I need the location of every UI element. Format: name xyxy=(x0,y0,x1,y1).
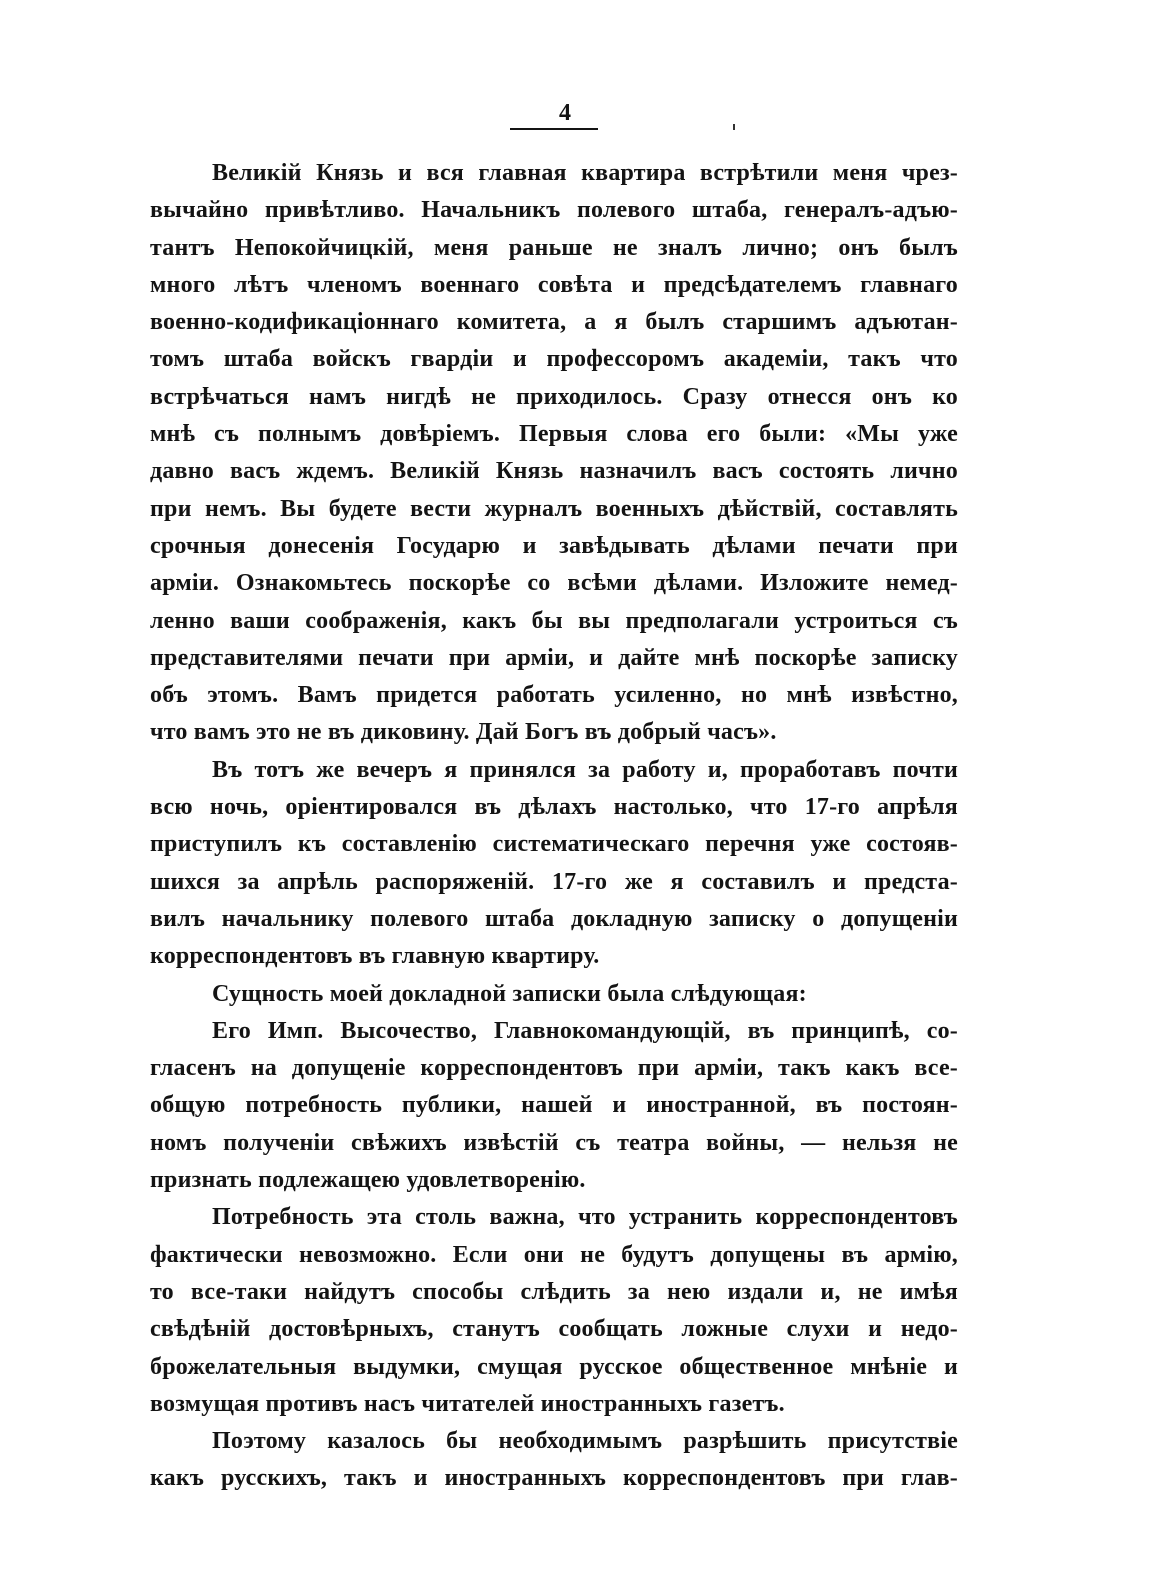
text-line: мнѣ съ полнымъ довѣріемъ. Первыя слова его были: «Мы уже xyxy=(150,421,958,448)
text-line: Въ тотъ же вечеръ я принялся за работу и, проработавъ почти xyxy=(212,756,958,783)
text-line: Потребность эта столь важна, что устранить корреспондентовъ xyxy=(212,1204,958,1231)
text-line: приступилъ къ составленію систематическаго перечня уже состояв- xyxy=(150,831,958,858)
page-number: 4 xyxy=(559,100,571,126)
body-text xyxy=(150,155,958,1498)
print-speck xyxy=(733,124,735,130)
text-line: представителями печати при арміи, и дайте мнѣ поскорѣе записку xyxy=(150,644,958,671)
text-line: Его Имп. Высочество, Главнокомандующій, въ принципѣ, со- xyxy=(212,1017,958,1044)
text-line: срочныя донесенія Государю и завѣдывать дѣлами печати при xyxy=(150,532,958,559)
text-line: всю ночь, оріентировался въ дѣлахъ настолько, что 17-го апрѣля xyxy=(150,794,958,821)
text-line: брожелательныя выдумки, смущая русское общественное мнѣніе и xyxy=(150,1353,958,1380)
text-line: то все-таки найдутъ способы слѣдить за нею издали и, не имѣя xyxy=(150,1278,958,1305)
text-line: вычайно привѣтливо. Начальникъ полевого штаба, генералъ-адъю- xyxy=(150,197,958,224)
text-line: Сущность моей докладной записки была слѣдующая: xyxy=(212,980,807,1007)
text-line: возмущая противъ насъ читателей иностранныхъ газетъ. xyxy=(150,1390,785,1417)
text-line: что вамъ это не въ диковину. Дай Богъ въ добрый часъ». xyxy=(150,719,777,746)
text-line: гласенъ на допущеніе корреспондентовъ при арміи, такъ какъ все- xyxy=(150,1055,958,1082)
text-line: Поэтому казалось бы необходимымъ разрѣшить присутствіе xyxy=(212,1428,958,1455)
text-line: томъ штаба войскъ гвардіи и профессоромъ академіи, такъ что xyxy=(150,346,958,373)
text-line: арміи. Ознакомьтесь поскорѣе со всѣми дѣлами. Изложите немед- xyxy=(150,570,958,597)
text-line: шихся за апрѣль распоряженій. 17-го же я составилъ и предста- xyxy=(150,868,958,895)
text-line: вилъ начальнику полевого штаба докладную записку о допущеніи xyxy=(150,905,958,932)
text-line: объ этомъ. Вамъ придется работать усиленно, но мнѣ извѣстно, xyxy=(150,682,958,709)
text-line: ленно ваши соображенія, какъ бы вы предполагали устроиться съ xyxy=(150,607,958,634)
text-line: давно васъ ждемъ. Великій Князь назначилъ васъ состоять лично xyxy=(150,458,958,485)
text-line: фактически невозможно. Если они не будутъ допущены въ армію, xyxy=(150,1241,958,1268)
text-line: свѣдѣній достовѣрныхъ, станутъ сообщать ложные слухи и недо- xyxy=(150,1316,958,1343)
text-line: номъ полученіи свѣжихъ извѣстій съ театра войны, — нельзя не xyxy=(150,1129,958,1156)
text-line: корреспондентовъ въ главную квартиру. xyxy=(150,943,600,970)
text-line: какъ русскихъ, такъ и иностранныхъ корреспондентовъ при глав- xyxy=(150,1465,958,1492)
text-line: Великій Князь и вся главная квартира встрѣтили меня чрез- xyxy=(212,160,958,186)
text-line: при немъ. Вы будете вести журналъ военныхъ дѣйствій, составлять xyxy=(150,495,958,522)
text-line: тантъ Непокойчицкій, меня раньше не зналъ лично; онъ былъ xyxy=(150,234,958,261)
text-line: много лѣтъ членомъ военнаго совѣта и предсѣдателемъ главнаго xyxy=(150,271,958,298)
text-line: признать подлежащею удовлетворенію. xyxy=(150,1167,586,1194)
text-line: общую потребность публики, нашей и иностранной, въ постоян- xyxy=(150,1092,958,1119)
page-number-rule xyxy=(510,128,598,130)
text-line: встрѣчаться намъ нигдѣ не приходилось. Сразу отнесся онъ ко xyxy=(150,383,958,410)
text-line: военно-кодификаціоннаго комитета, а я былъ старшимъ адъютан- xyxy=(150,309,958,336)
